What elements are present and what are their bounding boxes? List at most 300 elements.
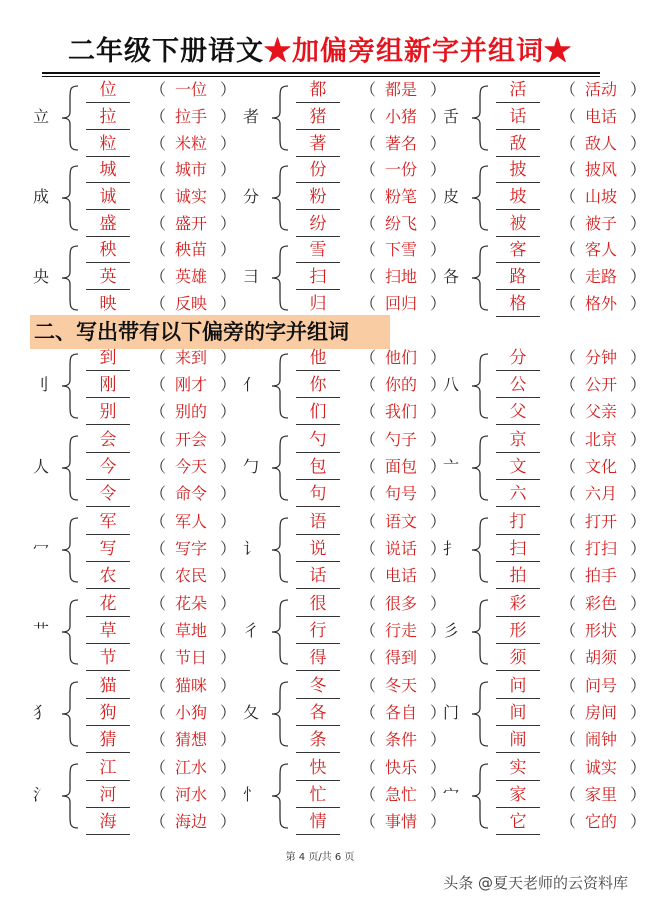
open-paren: （ <box>360 214 377 233</box>
close-paren: ） <box>220 648 237 667</box>
answer-char: 今 <box>99 457 117 477</box>
answer-char: 江 <box>99 758 117 778</box>
answer-word: 河水 <box>174 785 207 804</box>
answer-underline <box>296 102 340 103</box>
open-paren: （ <box>150 457 167 476</box>
answer-word: 北京 <box>584 430 617 449</box>
answer-word: 急忙 <box>384 785 417 804</box>
answer-word: 你的 <box>384 375 417 394</box>
open-paren: （ <box>360 484 377 503</box>
close-paren: ） <box>430 812 447 831</box>
word-entry <box>490 592 646 618</box>
page-title <box>0 34 640 70</box>
word-entry <box>80 592 237 618</box>
word-entry <box>290 701 447 727</box>
radical-block <box>240 756 447 834</box>
close-paren: ） <box>430 703 447 722</box>
open-paren: （ <box>560 512 577 531</box>
answer-underline <box>86 725 130 726</box>
open-paren: （ <box>150 240 167 259</box>
answer-word: 花朵 <box>174 594 207 613</box>
answer-char: 句 <box>309 484 327 504</box>
close-paren: ） <box>630 621 646 640</box>
open-paren: （ <box>360 134 377 153</box>
answer-word: 形状 <box>584 621 617 640</box>
answer-underline <box>296 670 340 671</box>
close-paren: ） <box>630 294 646 313</box>
close-paren: ） <box>430 566 447 585</box>
close-paren: ） <box>630 648 646 667</box>
answer-underline <box>496 616 540 617</box>
open-paren: （ <box>560 703 577 722</box>
close-paren: ） <box>220 676 237 695</box>
open-paren: （ <box>360 539 377 558</box>
answer-word: 文化 <box>584 457 617 476</box>
open-paren: （ <box>560 187 577 206</box>
radical-label: 亠 <box>442 457 459 476</box>
answer-underline <box>296 534 340 535</box>
close-paren: ） <box>430 621 447 640</box>
close-paren: ） <box>220 703 237 722</box>
word-entry <box>490 428 646 454</box>
title-rule-thin <box>42 76 600 77</box>
answer-underline <box>496 834 540 835</box>
answer-char: 河 <box>99 785 117 805</box>
word-entry <box>290 564 447 590</box>
word-entry <box>490 482 646 508</box>
word-entry <box>290 158 447 184</box>
answer-word: 小狗 <box>174 703 207 722</box>
close-paren: ） <box>220 134 237 153</box>
answer-word: 问号 <box>584 676 617 695</box>
word-entry <box>80 701 237 727</box>
open-paren: （ <box>150 134 167 153</box>
word-entry <box>80 510 237 536</box>
word-entry <box>490 756 646 782</box>
open-paren: （ <box>150 348 167 367</box>
answer-word: 打扫 <box>584 539 617 558</box>
answer-word: 城市 <box>174 160 207 179</box>
answer-char: 份 <box>309 160 327 180</box>
open-paren: （ <box>150 676 167 695</box>
open-paren: （ <box>150 187 167 206</box>
answer-word: 回归 <box>384 294 417 313</box>
answer-word: 公开 <box>584 375 617 394</box>
word-entry <box>290 756 447 782</box>
word-entry <box>80 78 237 104</box>
answer-char: 猪 <box>309 107 327 127</box>
close-paren: ） <box>630 80 646 99</box>
word-entry <box>490 292 646 318</box>
close-paren: ） <box>220 539 237 558</box>
answer-word: 别的 <box>174 402 207 421</box>
close-paren: ） <box>430 80 447 99</box>
answer-word: 下雪 <box>384 240 417 259</box>
answer-underline <box>86 670 130 671</box>
answer-word: 快乐 <box>384 758 417 777</box>
open-paren: （ <box>560 160 577 179</box>
close-paren: ） <box>630 785 646 804</box>
answer-char: 们 <box>309 402 327 422</box>
word-entry <box>290 482 447 508</box>
open-paren: （ <box>560 785 577 804</box>
answer-underline <box>86 102 130 103</box>
open-paren: （ <box>360 294 377 313</box>
close-paren: ） <box>430 160 447 179</box>
answer-underline <box>296 424 340 425</box>
open-paren: （ <box>560 621 577 640</box>
answer-word: 语文 <box>384 512 417 531</box>
open-paren: （ <box>560 107 577 126</box>
answer-underline <box>296 129 340 130</box>
radical-block <box>240 158 447 236</box>
answer-word: 说话 <box>384 539 417 558</box>
answer-underline <box>296 397 340 398</box>
answer-char: 扫 <box>309 267 327 287</box>
radical-block <box>30 756 237 834</box>
open-paren: （ <box>150 812 167 831</box>
answer-underline <box>296 262 340 263</box>
radical-label: 成 <box>32 187 49 206</box>
answer-underline <box>86 289 130 290</box>
open-paren: （ <box>150 294 167 313</box>
watermark: 头条 @夏天老师的云资料库 <box>443 874 628 892</box>
answer-word: 命令 <box>174 484 207 503</box>
radical-block <box>440 510 646 588</box>
answer-underline <box>296 834 340 835</box>
answer-char: 节 <box>99 648 117 668</box>
word-entry <box>490 564 646 590</box>
answer-word: 分钟 <box>584 348 617 367</box>
answer-char: 得 <box>309 648 327 668</box>
close-paren: ） <box>220 512 237 531</box>
answer-char: 公 <box>509 375 527 395</box>
word-entry <box>290 510 447 536</box>
open-paren: （ <box>360 80 377 99</box>
close-paren: ） <box>220 240 237 259</box>
close-paren: ） <box>630 730 646 749</box>
radical-label: 夂 <box>242 703 259 722</box>
close-paren: ） <box>630 457 646 476</box>
title-rule <box>42 72 600 74</box>
answer-underline <box>86 698 130 699</box>
answer-word: 打开 <box>584 512 617 531</box>
open-paren: （ <box>560 134 577 153</box>
radical-block <box>440 238 646 316</box>
answer-char: 军 <box>99 512 117 532</box>
open-paren: （ <box>150 402 167 421</box>
answer-word: 胡须 <box>584 648 617 667</box>
word-entry <box>290 346 447 372</box>
word-entry <box>290 78 447 104</box>
open-paren: （ <box>150 484 167 503</box>
word-entry <box>290 105 447 131</box>
answer-word: 他们 <box>384 348 417 367</box>
answer-char: 忙 <box>309 785 327 805</box>
answer-underline <box>86 479 130 480</box>
close-paren: ） <box>220 566 237 585</box>
answer-word: 电话 <box>384 566 417 585</box>
answer-word: 句号 <box>384 484 417 503</box>
answer-word: 得到 <box>384 648 417 667</box>
open-paren: （ <box>560 676 577 695</box>
answer-word: 很多 <box>384 594 417 613</box>
close-paren: ） <box>630 758 646 777</box>
answer-word: 父亲 <box>584 402 617 421</box>
close-paren: ） <box>630 430 646 449</box>
close-paren: ） <box>630 160 646 179</box>
open-paren: （ <box>560 812 577 831</box>
word-entry <box>490 105 646 131</box>
open-paren: （ <box>150 430 167 449</box>
open-paren: （ <box>560 648 577 667</box>
answer-char: 坡 <box>509 187 527 207</box>
answer-underline <box>496 698 540 699</box>
open-paren: （ <box>360 703 377 722</box>
open-paren: （ <box>360 160 377 179</box>
answer-char: 行 <box>309 621 327 641</box>
answer-word: 彩色 <box>584 594 617 613</box>
answer-char: 被 <box>509 214 527 234</box>
answer-char: 彩 <box>509 594 527 614</box>
answer-underline <box>86 643 130 644</box>
answer-underline <box>496 102 540 103</box>
open-paren: （ <box>150 703 167 722</box>
radical-block <box>30 346 237 424</box>
radical-label: 彳 <box>242 621 259 640</box>
answer-underline <box>496 424 540 425</box>
close-paren: ） <box>220 107 237 126</box>
open-paren: （ <box>360 730 377 749</box>
answer-underline <box>496 452 540 453</box>
word-entry <box>490 132 646 158</box>
answer-word: 客人 <box>584 240 617 259</box>
radical-block <box>30 674 237 752</box>
answer-char: 会 <box>99 430 117 450</box>
radical-block <box>30 238 237 316</box>
word-entry <box>490 455 646 481</box>
radical-label: 舌 <box>442 107 459 126</box>
answer-underline <box>496 725 540 726</box>
answer-char: 打 <box>509 512 527 532</box>
close-paren: ） <box>430 294 447 313</box>
answer-word: 英雄 <box>174 267 207 286</box>
close-paren: ） <box>630 267 646 286</box>
answer-char: 写 <box>99 539 117 559</box>
answer-underline <box>86 370 130 371</box>
word-entry <box>490 212 646 238</box>
answer-word: 走路 <box>584 267 617 286</box>
close-paren: ） <box>220 621 237 640</box>
open-paren: （ <box>560 457 577 476</box>
close-paren: ） <box>430 512 447 531</box>
close-paren: ） <box>220 812 237 831</box>
answer-word: 节日 <box>174 648 207 667</box>
word-entry <box>80 212 237 238</box>
answer-word: 它的 <box>584 812 617 831</box>
answer-underline <box>86 262 130 263</box>
answer-underline <box>86 209 130 210</box>
open-paren: （ <box>360 267 377 286</box>
close-paren: ） <box>630 187 646 206</box>
radical-block <box>30 158 237 236</box>
answer-word: 刚才 <box>174 375 207 394</box>
answer-char: 说 <box>309 539 327 559</box>
open-paren: （ <box>360 375 377 394</box>
word-entry <box>80 728 237 754</box>
close-paren: ） <box>430 402 447 421</box>
answer-underline <box>496 780 540 781</box>
answer-underline <box>86 129 130 130</box>
answer-underline <box>496 534 540 535</box>
answer-word: 写字 <box>174 539 207 558</box>
answer-word: 纷飞 <box>384 214 417 233</box>
answer-word: 事情 <box>384 812 417 831</box>
radical-block <box>240 428 447 506</box>
radical-label: 八 <box>442 375 459 394</box>
answer-word: 江水 <box>174 758 207 777</box>
close-paren: ） <box>430 539 447 558</box>
answer-underline <box>496 588 540 589</box>
answer-char: 狗 <box>99 703 117 723</box>
answer-char: 文 <box>509 457 527 477</box>
word-entry <box>80 428 237 454</box>
answer-word: 诚实 <box>584 758 617 777</box>
close-paren: ） <box>220 758 237 777</box>
answer-underline <box>296 752 340 753</box>
word-entry <box>490 701 646 727</box>
answer-char: 父 <box>509 402 527 422</box>
answer-word: 行走 <box>384 621 417 640</box>
section-heading-text: 二、写出带有以下偏旁的字并组词 <box>34 319 349 344</box>
answer-underline <box>496 262 540 263</box>
word-entry <box>80 373 237 399</box>
answer-char: 扫 <box>509 539 527 559</box>
answer-char: 勺 <box>309 430 327 450</box>
answer-char: 各 <box>309 703 327 723</box>
word-entry <box>290 373 447 399</box>
open-paren: （ <box>560 375 577 394</box>
answer-word: 盛开 <box>174 214 207 233</box>
open-paren: （ <box>150 566 167 585</box>
radical-block <box>30 510 237 588</box>
answer-char: 拉 <box>99 107 117 127</box>
radical-label: 勹 <box>242 457 259 476</box>
word-entry <box>290 619 447 645</box>
radical-block <box>440 592 646 670</box>
word-entry <box>80 132 237 158</box>
answer-char: 活 <box>509 80 527 100</box>
answer-char: 英 <box>99 267 117 287</box>
radical-block <box>440 158 646 236</box>
open-paren: （ <box>560 294 577 313</box>
answer-underline <box>86 834 130 835</box>
answer-char: 盛 <box>99 214 117 234</box>
word-entry <box>290 238 447 264</box>
title-black: 二年级下册语文 <box>68 36 264 67</box>
open-paren: （ <box>560 348 577 367</box>
answer-underline <box>496 479 540 480</box>
word-entry <box>290 592 447 618</box>
close-paren: ） <box>430 187 447 206</box>
open-paren: （ <box>150 160 167 179</box>
answer-word: 勺子 <box>384 430 417 449</box>
answer-word: 我们 <box>384 402 417 421</box>
answer-char: 他 <box>309 348 327 368</box>
word-entry <box>290 783 447 809</box>
answer-char: 六 <box>509 484 527 504</box>
open-paren: （ <box>360 758 377 777</box>
answer-word: 被子 <box>584 214 617 233</box>
word-entry <box>490 619 646 645</box>
radical-label: 氵 <box>32 785 49 804</box>
answer-underline <box>296 236 340 237</box>
answer-underline <box>496 156 540 157</box>
answer-word: 闹钟 <box>584 730 617 749</box>
open-paren: （ <box>560 402 577 421</box>
answer-char: 实 <box>509 758 527 778</box>
answer-char: 话 <box>309 566 327 586</box>
close-paren: ） <box>220 785 237 804</box>
answer-char: 形 <box>509 621 527 641</box>
open-paren: （ <box>360 621 377 640</box>
answer-underline <box>86 561 130 562</box>
answer-word: 面包 <box>384 457 417 476</box>
radical-label: 扌 <box>442 539 459 558</box>
radical-block <box>240 346 447 424</box>
section-heading <box>30 315 390 349</box>
answer-underline <box>86 397 130 398</box>
close-paren: ） <box>220 594 237 613</box>
answer-char: 话 <box>509 107 527 127</box>
close-paren: ） <box>630 703 646 722</box>
word-entry <box>490 265 646 291</box>
close-paren: ） <box>430 107 447 126</box>
answer-char: 包 <box>309 457 327 477</box>
answer-char: 粉 <box>309 187 327 207</box>
word-entry <box>490 537 646 563</box>
answer-char: 粒 <box>99 134 117 154</box>
word-entry <box>490 185 646 211</box>
close-paren: ） <box>220 187 237 206</box>
answer-underline <box>496 129 540 130</box>
close-paren: ） <box>430 214 447 233</box>
answer-word: 六月 <box>584 484 617 503</box>
open-paren: （ <box>560 539 577 558</box>
answer-underline <box>86 156 130 157</box>
radical-label: 分 <box>242 187 259 206</box>
close-paren: ） <box>430 375 447 394</box>
answer-word: 山坡 <box>584 187 617 206</box>
answer-word: 家里 <box>584 785 617 804</box>
answer-char: 别 <box>99 402 117 422</box>
answer-word: 活动 <box>584 80 617 99</box>
answer-char: 间 <box>509 703 527 723</box>
word-entry <box>290 537 447 563</box>
close-paren: ） <box>430 758 447 777</box>
answer-word: 一份 <box>384 160 417 179</box>
word-entry <box>80 238 237 264</box>
answer-underline <box>496 807 540 808</box>
word-entry <box>80 265 237 291</box>
radical-label: 立 <box>32 107 49 126</box>
answer-char: 雪 <box>309 240 327 260</box>
answer-underline <box>296 479 340 480</box>
answer-char: 很 <box>309 594 327 614</box>
word-entry <box>490 728 646 754</box>
radical-label: 各 <box>442 267 459 286</box>
open-paren: （ <box>560 214 577 233</box>
